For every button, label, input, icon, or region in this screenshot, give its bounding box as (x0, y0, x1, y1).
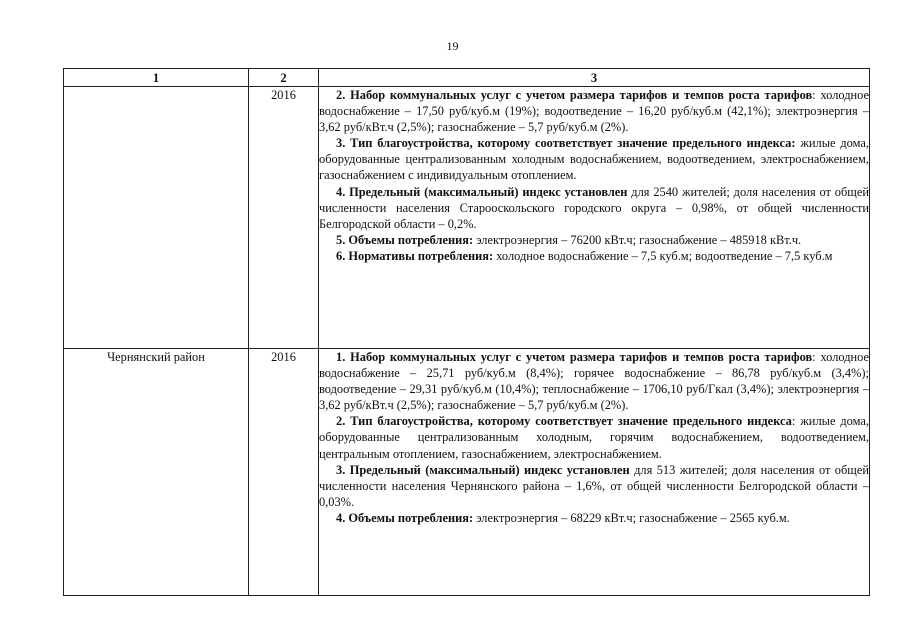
paragraph-text: для 2540 жителей; доля населения от общей численности населения Старооскольского городского округа – 0,98%, от общей численности Белгородской области – 0,2%. (319, 184, 869, 231)
description-paragraph (319, 184, 869, 232)
paragraph-text: для 513 жителей; доля населения от общей численности населения Чернянского района – 1,6%, от общей численности Белгородской области – 0,03%. (319, 462, 869, 509)
paragraph-heading: 6. Нормативы потребления: (336, 248, 494, 263)
description-paragraph (319, 413, 869, 461)
column-header-1: 1 (64, 69, 249, 87)
paragraph-text: : холодное водоснабжение – 25,71 руб/куб.м (8,4%); горячее водоснабжение – 86,78 руб/куб.м (3,4%); водоотведение – 29,31 руб/куб.м (10,4%); теплоснабжение – 1706,10 руб/Гкал (3,4%); электроэнергия – 3,62 руб/кВт.ч (2,5%); газоснабжение – 5,7 руб/куб.м (2%). (319, 350, 870, 413)
description-cell (319, 349, 870, 596)
description-paragraph (319, 232, 869, 248)
paragraph-heading: 4. Объемы потребления: (336, 510, 474, 525)
year-cell: 2016 (249, 87, 319, 349)
paragraph-text: холодное водоснабжение – 7,5 куб.м; водоотведение – 7,5 куб.м (493, 248, 833, 263)
region-cell (64, 87, 249, 349)
table-header-row (64, 69, 870, 87)
paragraph-heading: 2. Тип благоустройства, которому соответствует значение предельного индекса (336, 414, 792, 429)
tariff-table (63, 68, 870, 596)
description-paragraph (319, 349, 869, 413)
paragraph-heading: 3. Тип благоустройства, которому соответствует значение предельного индекса: (336, 136, 796, 151)
description-paragraph (319, 248, 869, 264)
paragraph-text: электроэнергия – 68229 кВт.ч; газоснабжение – 2565 куб.м. (473, 510, 790, 525)
description-paragraph (319, 87, 869, 135)
table-row (64, 87, 870, 349)
column-header-3: 3 (319, 69, 870, 87)
paragraph-text: электроэнергия – 76200 кВт.ч; газоснабжение – 485918 кВт.ч. (473, 232, 802, 247)
description-paragraph (319, 510, 869, 526)
table-row (64, 349, 870, 596)
year-cell: 2016 (249, 349, 319, 596)
region-cell: Чернянский район (64, 349, 249, 596)
paragraph-text: жилые дома, оборудованные централизованным холодным водоснабжением, водоотведением, электроснабжением, газоснабжением с индивидуальным отоплением. (319, 136, 869, 183)
paragraph-heading: 5. Объемы потребления: (336, 232, 474, 247)
paragraph-text: : холодное водоснабжение – 17,50 руб/куб.м (19%); водоотведение – 16,20 руб/куб.м (42,1%); электроэнергия – 3,62 руб/кВт.ч (2,5%); газоснабжение – 5,7 руб/куб.м (2%). (319, 88, 870, 135)
paragraph-text: : жилые дома, оборудованные централизованным холодным, горячим водоснабжением, водоотведением, центральным отоплением, газоснабжением, электроснабжением. (319, 414, 869, 461)
paragraph-heading: 2. Набор коммунальных услуг с учетом размера тарифов и темпов роста тарифов (336, 88, 813, 102)
column-header-2: 2 (249, 69, 319, 87)
description-cell (319, 87, 870, 349)
description-paragraph (319, 135, 869, 183)
page-number: 19 (446, 39, 459, 53)
paragraph-heading: 3. Предельный (максимальный) индекс установлен (336, 462, 630, 477)
paragraph-heading: 4. Предельный (максимальный) индекс установлен (336, 184, 628, 199)
paragraph-heading: 1. Набор коммунальных услуг с учетом размера тарифов и темпов роста тарифов (336, 350, 813, 364)
description-paragraph (319, 462, 869, 510)
